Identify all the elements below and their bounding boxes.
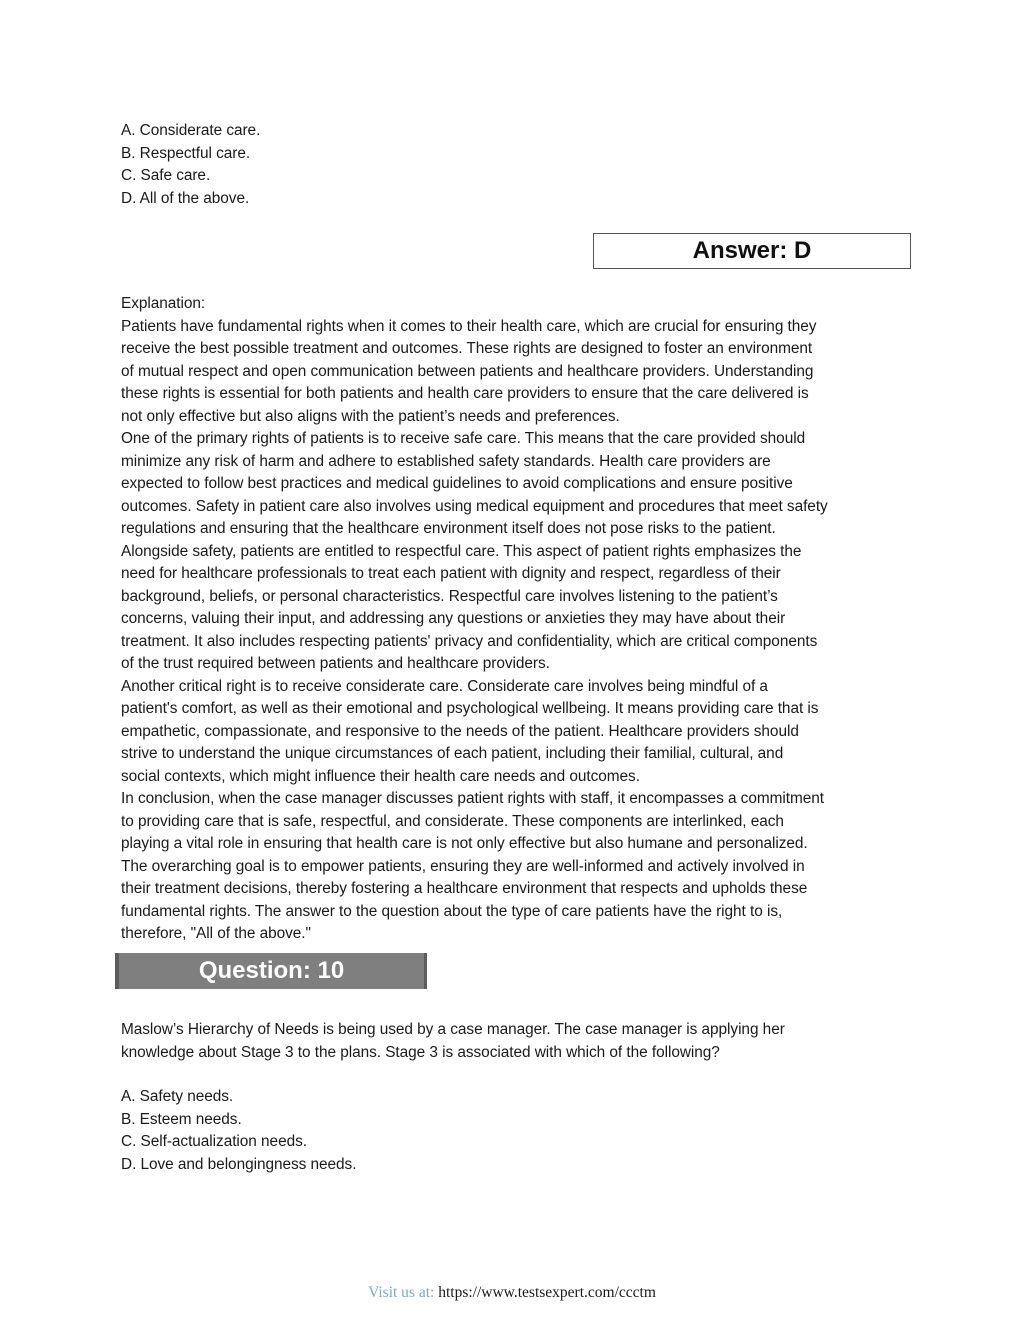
option-c: C. Safe care. — [121, 167, 211, 184]
footer-label: Visit us at: — [368, 1284, 435, 1301]
explanation-line: not only effective but also aligns with the patient’s needs and preferences. — [121, 407, 620, 425]
question-header: Question: 10 — [115, 953, 427, 989]
explanation-line: outcomes. Safety in patient care also involves using medical equipment and procedures that meet safety — [121, 497, 828, 515]
option-a: A. Considerate care. — [121, 122, 261, 139]
option-b: B. Respectful care. — [121, 144, 251, 162]
previous-question-options — [121, 120, 260, 210]
explanation — [121, 293, 828, 946]
explanation-line: of mutual respect and open communication between patients and healthcare providers. Understanding — [121, 362, 814, 380]
explanation-line: treatment. It also includes respecting patients' privacy and confidentiality, which are critical components — [121, 632, 818, 650]
question-text-line: Maslow’s Hierarchy of Needs is being used by a case manager. The case manager is applying her — [121, 1021, 785, 1038]
explanation-line: Another critical right is to receive considerate care. Considerate care involves being mindful of a — [121, 677, 768, 695]
explanation-line: of the trust required between patients and healthcare providers. — [121, 655, 550, 672]
footer — [0, 1284, 1024, 1302]
explanation-line: One of the primary rights of patients is to receive safe care. This means that the care provided should — [121, 430, 806, 447]
explanation-line: these rights is essential for both patients and health care providers to ensure that the care delivered is — [121, 385, 809, 402]
explanation-line: therefore, "All of the above." — [121, 925, 311, 942]
answer-box: Answer: D — [593, 233, 911, 269]
explanation-line: patient's comfort, as well as their emotional and psychological wellbeing. It means providing care that is — [121, 700, 819, 717]
explanation-line: regulations and ensuring that the healthcare environment itself does not pose risks to the patient. — [121, 520, 776, 537]
footer-url-link[interactable]: https://www.testsexpert.com/ccctm — [438, 1284, 656, 1301]
explanation-line: The overarching goal is to empower patients, ensuring they are well-informed and actively involved in — [121, 857, 805, 875]
explanation-line: Patients have fundamental rights when it comes to their health care, which are crucial for ensuring they — [121, 317, 817, 335]
explanation-line: expected to follow best practices and medical guidelines to avoid complications and ensure positive — [121, 475, 793, 492]
explanation-line: In conclusion, when the case manager discusses patient rights with staff, it encompasses a commitment — [121, 790, 824, 807]
explanation-line: minimize any risk of harm and adhere to established safety standards. Health care providers are — [121, 452, 771, 470]
explanation-line: concerns, valuing their input, and addressing any questions or anxieties they may have about their — [121, 610, 786, 627]
explanation-line: fundamental rights. The answer to the question about the type of care patients have the right to is, — [121, 902, 783, 920]
explanation-line: empathetic, compassionate, and responsive to the needs of the patient. Healthcare providers should — [121, 722, 799, 740]
question-text — [121, 1019, 785, 1064]
explanation-line: to providing care that is safe, respectful, and considerate. These components are interlinked, each — [121, 812, 784, 830]
explanation-line: receive the best possible treatment and outcomes. These rights are designed to foster an environment — [121, 340, 813, 357]
explanation-line: need for healthcare professionals to treat each patient with dignity and respect, regardless of their — [121, 565, 781, 582]
explanation-line: strive to understand the unique circumstances of each patient, including their familial, cultural, and — [121, 745, 784, 762]
question-text-line: knowledge about Stage 3 to the plans. Stage 3 is associated with which of the following? — [121, 1043, 720, 1061]
option-d: D. All of the above. — [121, 189, 250, 207]
explanation-line: playing a vital role in ensuring that health care is not only effective but also humane and personalized. — [121, 835, 808, 852]
explanation-line: their treatment decisions, thereby fostering a healthcare environment that respects and upholds these — [121, 880, 808, 897]
explanation-line: Alongside safety, patients are entitled to respectful care. This aspect of patient rights emphasizes the — [121, 542, 802, 560]
explanation-line: background, beliefs, or personal characteristics. Respectful care involves listening to the patient’s — [121, 587, 778, 605]
explanation-heading: Explanation: — [121, 295, 206, 312]
explanation-line: social contexts, which might influence their health care needs and outcomes. — [121, 767, 640, 785]
option-b: B. Esteem needs. — [121, 1110, 242, 1128]
option-c: C. Self-actualization needs. — [121, 1133, 307, 1150]
option-d: D. Love and belongingness needs. — [121, 1155, 357, 1173]
option-a: A. Safety needs. — [121, 1088, 234, 1105]
question-options — [121, 1086, 356, 1176]
